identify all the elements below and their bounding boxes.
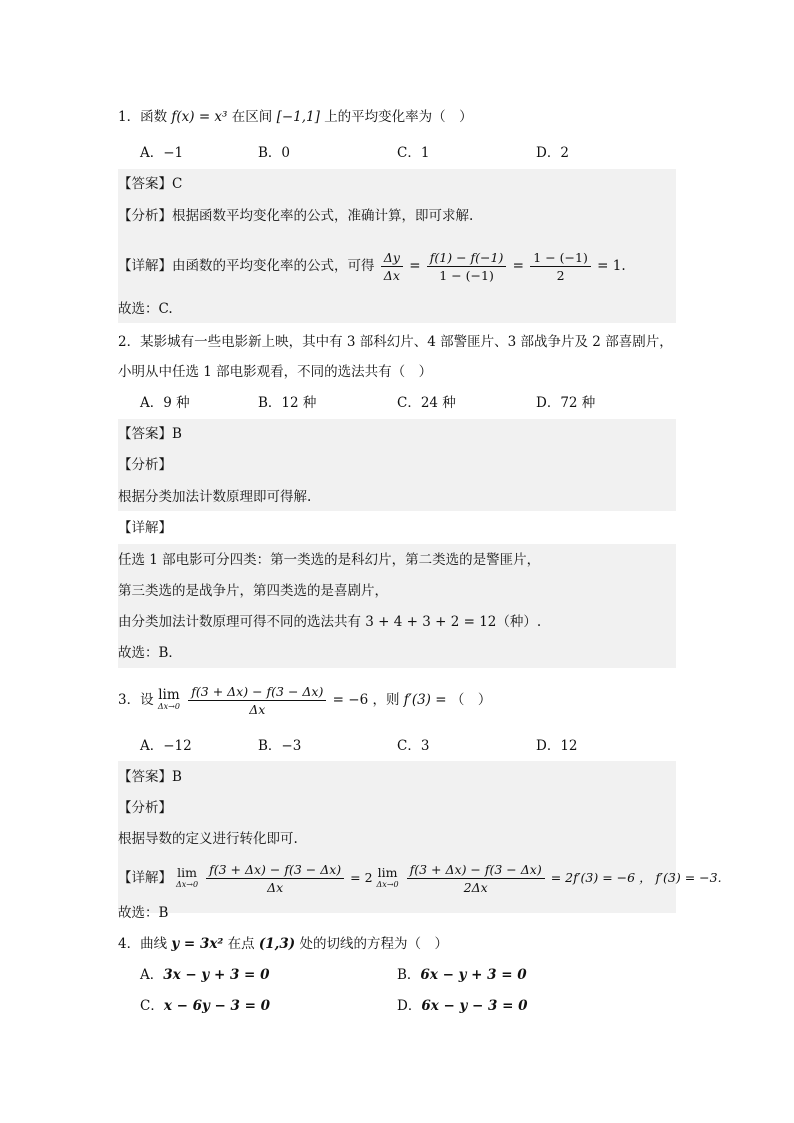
q1-stem: 1．函数 f(x) = x³ 在区间 [−1,1] 上的平均变化率为（ ） bbox=[118, 109, 473, 125]
q1-option-c[interactable]: C．1 bbox=[397, 145, 430, 161]
q2-stem-line1: 2．某影城有一些电影新上映，其中有 3 部科幻片、4 部警匪片、3 部战争片及 2 部喜剧片， bbox=[118, 334, 673, 350]
q1-conclusion: 故选：C. bbox=[118, 301, 173, 317]
q3-option-a[interactable]: A．−12 bbox=[140, 738, 192, 754]
q3-option-c[interactable]: C．3 bbox=[397, 738, 430, 754]
q1-option-d[interactable]: D．2 bbox=[536, 145, 569, 161]
q2-option-a[interactable]: A．9 种 bbox=[140, 395, 190, 411]
q2-option-d[interactable]: D．72 种 bbox=[536, 395, 596, 411]
q3-detail-limit-2: lim Δx→0 bbox=[376, 864, 399, 889]
q2-option-b[interactable]: B．12 种 bbox=[258, 395, 317, 411]
q1-answer: 【答案】C bbox=[118, 176, 183, 192]
q1-fraction-dy-dx: $\frac{\Delta y}{\Delta x}$ bbox=[381, 249, 403, 284]
q1-option-b[interactable]: B．0 bbox=[258, 145, 291, 161]
q2-detail-line2: 第三类选的是战争片，第四类选的是喜剧片， bbox=[118, 583, 388, 599]
q1-fraction-values: $\frac{f(1) - f(-1)}{1 - (-1)}$ bbox=[427, 249, 507, 284]
q3-analysis: 根据导数的定义进行转化即可. bbox=[118, 831, 298, 847]
q3-detail: 【详解】 lim Δx→0 $\frac{f(3 + \Delta x) - f(3 - \Delta x)}{\Delta x}$ = 2 lim Δx→0 $\frac{f(3 + \Delta x) - f(3 - \Delta x)}{2\Delta x}$ = 2f′(3) = −6 ， f′(3) = −3. bbox=[118, 862, 722, 895]
q2-stem-line2: 小明从中任选 1 部电影观看，不同的选法共有（ ） bbox=[118, 364, 433, 380]
q1-analysis: 【分析】根据函数平均变化率的公式，准确计算，即可求解. bbox=[118, 208, 474, 224]
q3-detail-limit-1: lim Δx→0 bbox=[175, 864, 199, 889]
q3-detail-fraction-2: $\frac{f(3 + \Delta x) - f(3 - \Delta x)}{2\Delta x}$ bbox=[407, 861, 545, 896]
q2-detail-line1: 任选 1 部电影可分四类：第一类选的是科幻片，第二类选的是警匪片， bbox=[118, 552, 541, 568]
q3-stem: 3．设 lim Δx→0 $\frac{f(3 + \Delta x) - f(3 - \Delta x)}{\Delta x}$ = −6 ，则 f′(3) = （ ） bbox=[118, 684, 492, 717]
q4-option-d[interactable]: D．6x − y − 3 = 0 bbox=[397, 998, 528, 1014]
q4-stem: 4．曲线 y = 3x² 在点 (1,3) 处的切线的方程为（ ） bbox=[118, 936, 448, 952]
q3-option-d[interactable]: D．12 bbox=[536, 738, 578, 754]
q1-option-a[interactable]: A．−1 bbox=[140, 145, 184, 161]
q1-detail: 【详解】由函数的平均变化率的公式，可得 $\frac{\Delta y}{\Delta x}$ = $\frac{f(1) - f(-1)}{1 - (-1)}$ = $\frac{1 - (-1)}{2}$ = 1. bbox=[118, 250, 626, 283]
q2-analysis: 根据分类加法计数原理即可得解. bbox=[118, 489, 312, 505]
q2-detail-title: 【详解】 bbox=[118, 520, 172, 536]
q2-detail-line3: 由分类加法计数原理可得不同的选法共有 3 + 4 + 3 + 2 = 12（种）. bbox=[118, 614, 542, 630]
q4-option-b[interactable]: B．6x − y + 3 = 0 bbox=[397, 967, 527, 983]
q4-option-c[interactable]: C．x − 6y − 3 = 0 bbox=[140, 998, 271, 1014]
q3-analysis-title: 【分析】 bbox=[118, 800, 172, 816]
q3-fraction: $\frac{f(3 + \Delta x) - f(3 - \Delta x)}{\Delta x}$ bbox=[188, 683, 326, 718]
q2-conclusion: 故选：B． bbox=[118, 645, 182, 661]
q3-detail-fraction-1: $\frac{f(3 + \Delta x) - f(3 - \Delta x)}{\Delta x}$ bbox=[206, 861, 344, 896]
q4-option-a[interactable]: A．3x − y + 3 = 0 bbox=[140, 967, 270, 983]
q3-limit: lim Δx→0 bbox=[157, 686, 180, 711]
q3-answer: 【答案】B bbox=[118, 769, 182, 785]
q3-option-b[interactable]: B．−3 bbox=[258, 738, 302, 754]
q2-option-c[interactable]: C．24 种 bbox=[397, 395, 456, 411]
q1-fraction-result: $\frac{1 - (-1)}{2}$ bbox=[530, 249, 591, 284]
q3-conclusion: 故选：B bbox=[118, 905, 169, 921]
q2-answer: 【答案】B bbox=[118, 426, 182, 442]
q2-analysis-title: 【分析】 bbox=[118, 457, 172, 473]
